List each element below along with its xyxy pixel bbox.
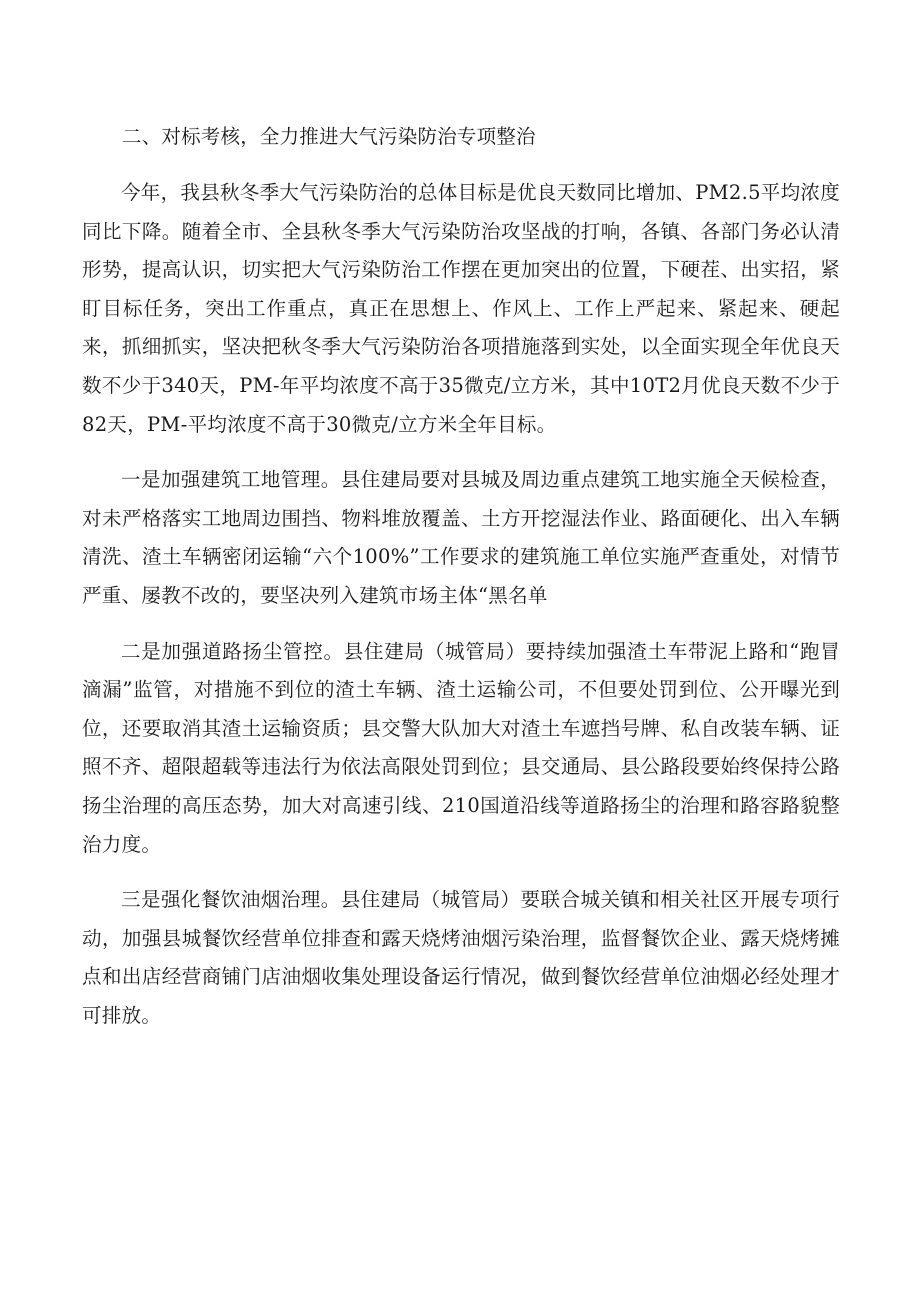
paragraph-overall-goal: 今年，我县秋冬季大气污染防治的总体目标是优良天数同比增加、PM2.5平均浓度同比下降。随着全市、全县秋冬季大气污染防治攻坚战的打响，各镇、各部门务必认清形势，提高认识，切实把大气污染防治工作摆在更加突出的位置，下硬茬、出实招，紧盯目标任务，突出工作重点，真正在思想上、作风上、工作上严起来、紧起来、硬起来，抓细抓实，坚决把秋冬季大气污染防治各项措施落到实处，以全面实现全年优良天数不少于340天，PM-年平均浓度不高于35微克/立方米，其中10T2月优良天数不少于82天，PM-平均浓度不高于30微克/立方米全年目标。 [82, 181, 840, 436]
section-heading: 二、对标考核，全力推进大气污染防治专项整治 [122, 125, 536, 148]
paragraph-catering-fumes: 三是强化餐饮油烟治理。县住建局（城管局）要联合城关镇和相关社区开展专项行动，加强县城餐饮经营单位排查和露天烧烤油烟污染治理，监督餐饮企业、露天烧烤摊点和出店经营商铺门店油烟收集处理设备运行情况，做到餐饮经营单位油烟必经处理才可排放。 [82, 888, 840, 1027]
paragraph-construction-sites: 一是加强建筑工地管理。县住建局要对县城及周边重点建筑工地实施全天候检查，对未严格落实工地周边围挡、物料堆放覆盖、土方开挖湿法作业、路面硬化、出入车辆清洗、渣土车辆密闭运输“六个100%”工作要求的建筑施工单位实施严查重处，对情节严重、屡教不改的，要坚决列入建筑市场主体“黑名单 [82, 468, 840, 607]
paragraph-road-dust: 二是加强道路扬尘管控。县住建局（城管局）要持续加强渣土车带泥上路和“跑冒滴漏”监管，对措施不到位的渣土车辆、渣土运输公司，不但要处罚到位、公开曝光到位，还要取消其渣土运输资质；县交警大队加大对渣土车遮挡号牌、私自改装车辆、证照不齐、超限超载等违法行为依法高限处罚到位；县交通局、县公路段要始终保持公路扬尘治理的高压态势，加大对高速引线、210国道沿线等道路扬尘的治理和路容路貌整治力度。 [82, 639, 840, 856]
document-page [82, 118, 840, 1052]
